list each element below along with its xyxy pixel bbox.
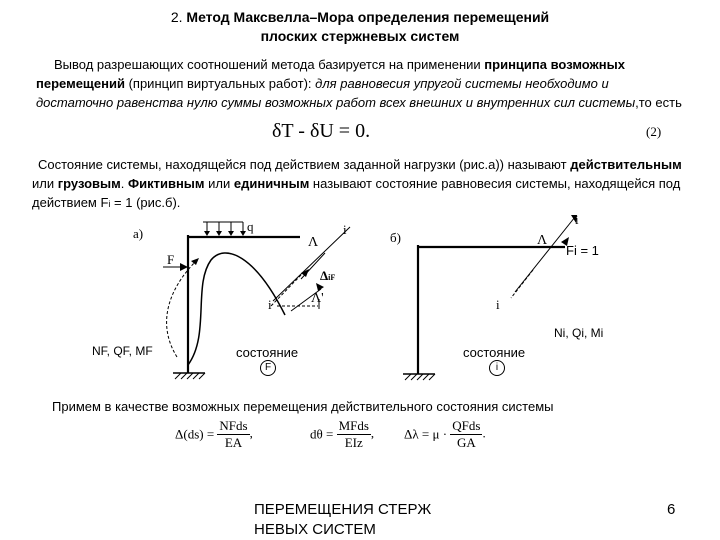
f2-left: dθ = — [310, 426, 334, 442]
title-text-2: плоских стержневых систем — [260, 28, 460, 44]
fig-b-i-top: i — [575, 212, 579, 227]
title-text-1: Метод Максвелла–Мора определения перемещений — [186, 9, 550, 25]
f1-left: Δ(ds) = — [175, 426, 215, 442]
fig-b-label: б) — [390, 230, 401, 245]
slide-title — [0, 8, 720, 46]
fig-a-i-top: i — [343, 222, 347, 237]
f2-fraction — [337, 418, 371, 451]
fig-a-label: а) — [133, 226, 144, 241]
paragraph-states — [32, 155, 692, 214]
footer-title — [254, 500, 431, 540]
para2-subscript: i — [108, 199, 111, 209]
fig-a-state-id: F — [260, 360, 276, 376]
fig-a-F-label: F — [167, 252, 175, 267]
fig-b-lambda: Λ — [537, 233, 548, 248]
page-number: 6 — [667, 501, 676, 518]
fig-a-delta-symbol: Δ — [320, 268, 329, 283]
para2-text-6: = 1 (рис.б). — [110, 195, 181, 210]
f3-denominator: GA — [457, 435, 476, 450]
virtual-work-formula: δT - δU = 0. — [272, 120, 371, 142]
footer-title-line-2: НЕВЫХ СИСТЕМ — [254, 521, 376, 538]
fig-a-q-label: q — [247, 219, 254, 234]
para2-bold-2: грузовым — [57, 176, 121, 191]
para2-text-1: Состояние системы, находящейся под действием заданной нагрузки (рис.а)) называют — [38, 157, 571, 172]
fig-b-state-word: состояние — [463, 345, 526, 360]
fig-b-i-bottom: i — [496, 297, 500, 312]
f3-left: Δλ = μ · — [404, 426, 448, 442]
footer-title-line-1: ПЕРЕМЕЩЕНИЯ СТЕРЖ — [254, 501, 432, 518]
fig-b-unit-force: Fi = 1 — [566, 243, 599, 258]
para1-text-3: ,то есть — [635, 95, 682, 110]
fig-a-lambda: Λ — [308, 235, 319, 250]
para2-bold-1: действительным — [570, 157, 682, 172]
fig-a-forces: NF, QF, MF — [92, 344, 153, 358]
title-number: 2. — [170, 9, 183, 25]
para2-bold-3: Фиктивным — [128, 176, 205, 191]
formula-shear: Δλ = μ · $\frac{\text{QFds}}{GA}$ . — [404, 418, 486, 450]
para2-text-3: . — [120, 176, 129, 191]
para2-text-2: или — [32, 176, 58, 191]
f1-denominator: EA — [224, 435, 243, 450]
formula-rotation: dθ = $\frac{\text{MFds}}{\text{EIz}}$ , — [310, 418, 375, 450]
title-line-2 — [0, 27, 720, 46]
paragraph-virtual-displacements: Примем в качестве возможных перемещения действительного состояния системы — [52, 399, 554, 414]
fig-b-state-id: i — [489, 360, 505, 376]
para2-text-5: называют состояние равновесия системы, находящейся под действием F — [32, 176, 681, 210]
para1-text-1: Вывод разрешающих соотношений метода базируется на применении — [54, 57, 485, 72]
para1-text-2: (принцип виртуальных работ): — [124, 76, 316, 91]
fig-a-i-bottom: i — [268, 297, 272, 312]
paragraph-principle — [36, 55, 686, 112]
fig-a-state-word: состояние — [236, 345, 299, 360]
formula-strain: Δ(ds) = $\frac{\text{NFds}}{EA}$ , — [175, 418, 253, 450]
equation-number: (2) — [646, 124, 662, 139]
f3-fraction — [450, 418, 482, 451]
fig-b-forces: Ni, Qi, Mi — [554, 326, 604, 340]
f2-denominator: EIz — [344, 435, 363, 450]
fig-a-lambda-prime: Λ' — [311, 291, 324, 306]
f1-fraction — [217, 418, 249, 451]
f3-numerator: QFds — [452, 418, 481, 433]
para1-bold: принципа возможных перемещений — [36, 57, 625, 91]
para1-italic: для равновесия упругой системы необходимо и достаточно равенства нулю суммы возможных работ всех внешних и внутренних сил системы — [36, 76, 636, 110]
para2-text-4: или — [204, 176, 234, 191]
title-line-1 — [0, 8, 720, 27]
para2-bold-4: единичным — [233, 176, 310, 191]
f2-numerator: MFds — [338, 418, 369, 433]
f1-numerator: NFds — [219, 418, 248, 433]
fig-a-delta-sub: iF — [328, 273, 336, 282]
fig-a-delta — [320, 268, 335, 284]
